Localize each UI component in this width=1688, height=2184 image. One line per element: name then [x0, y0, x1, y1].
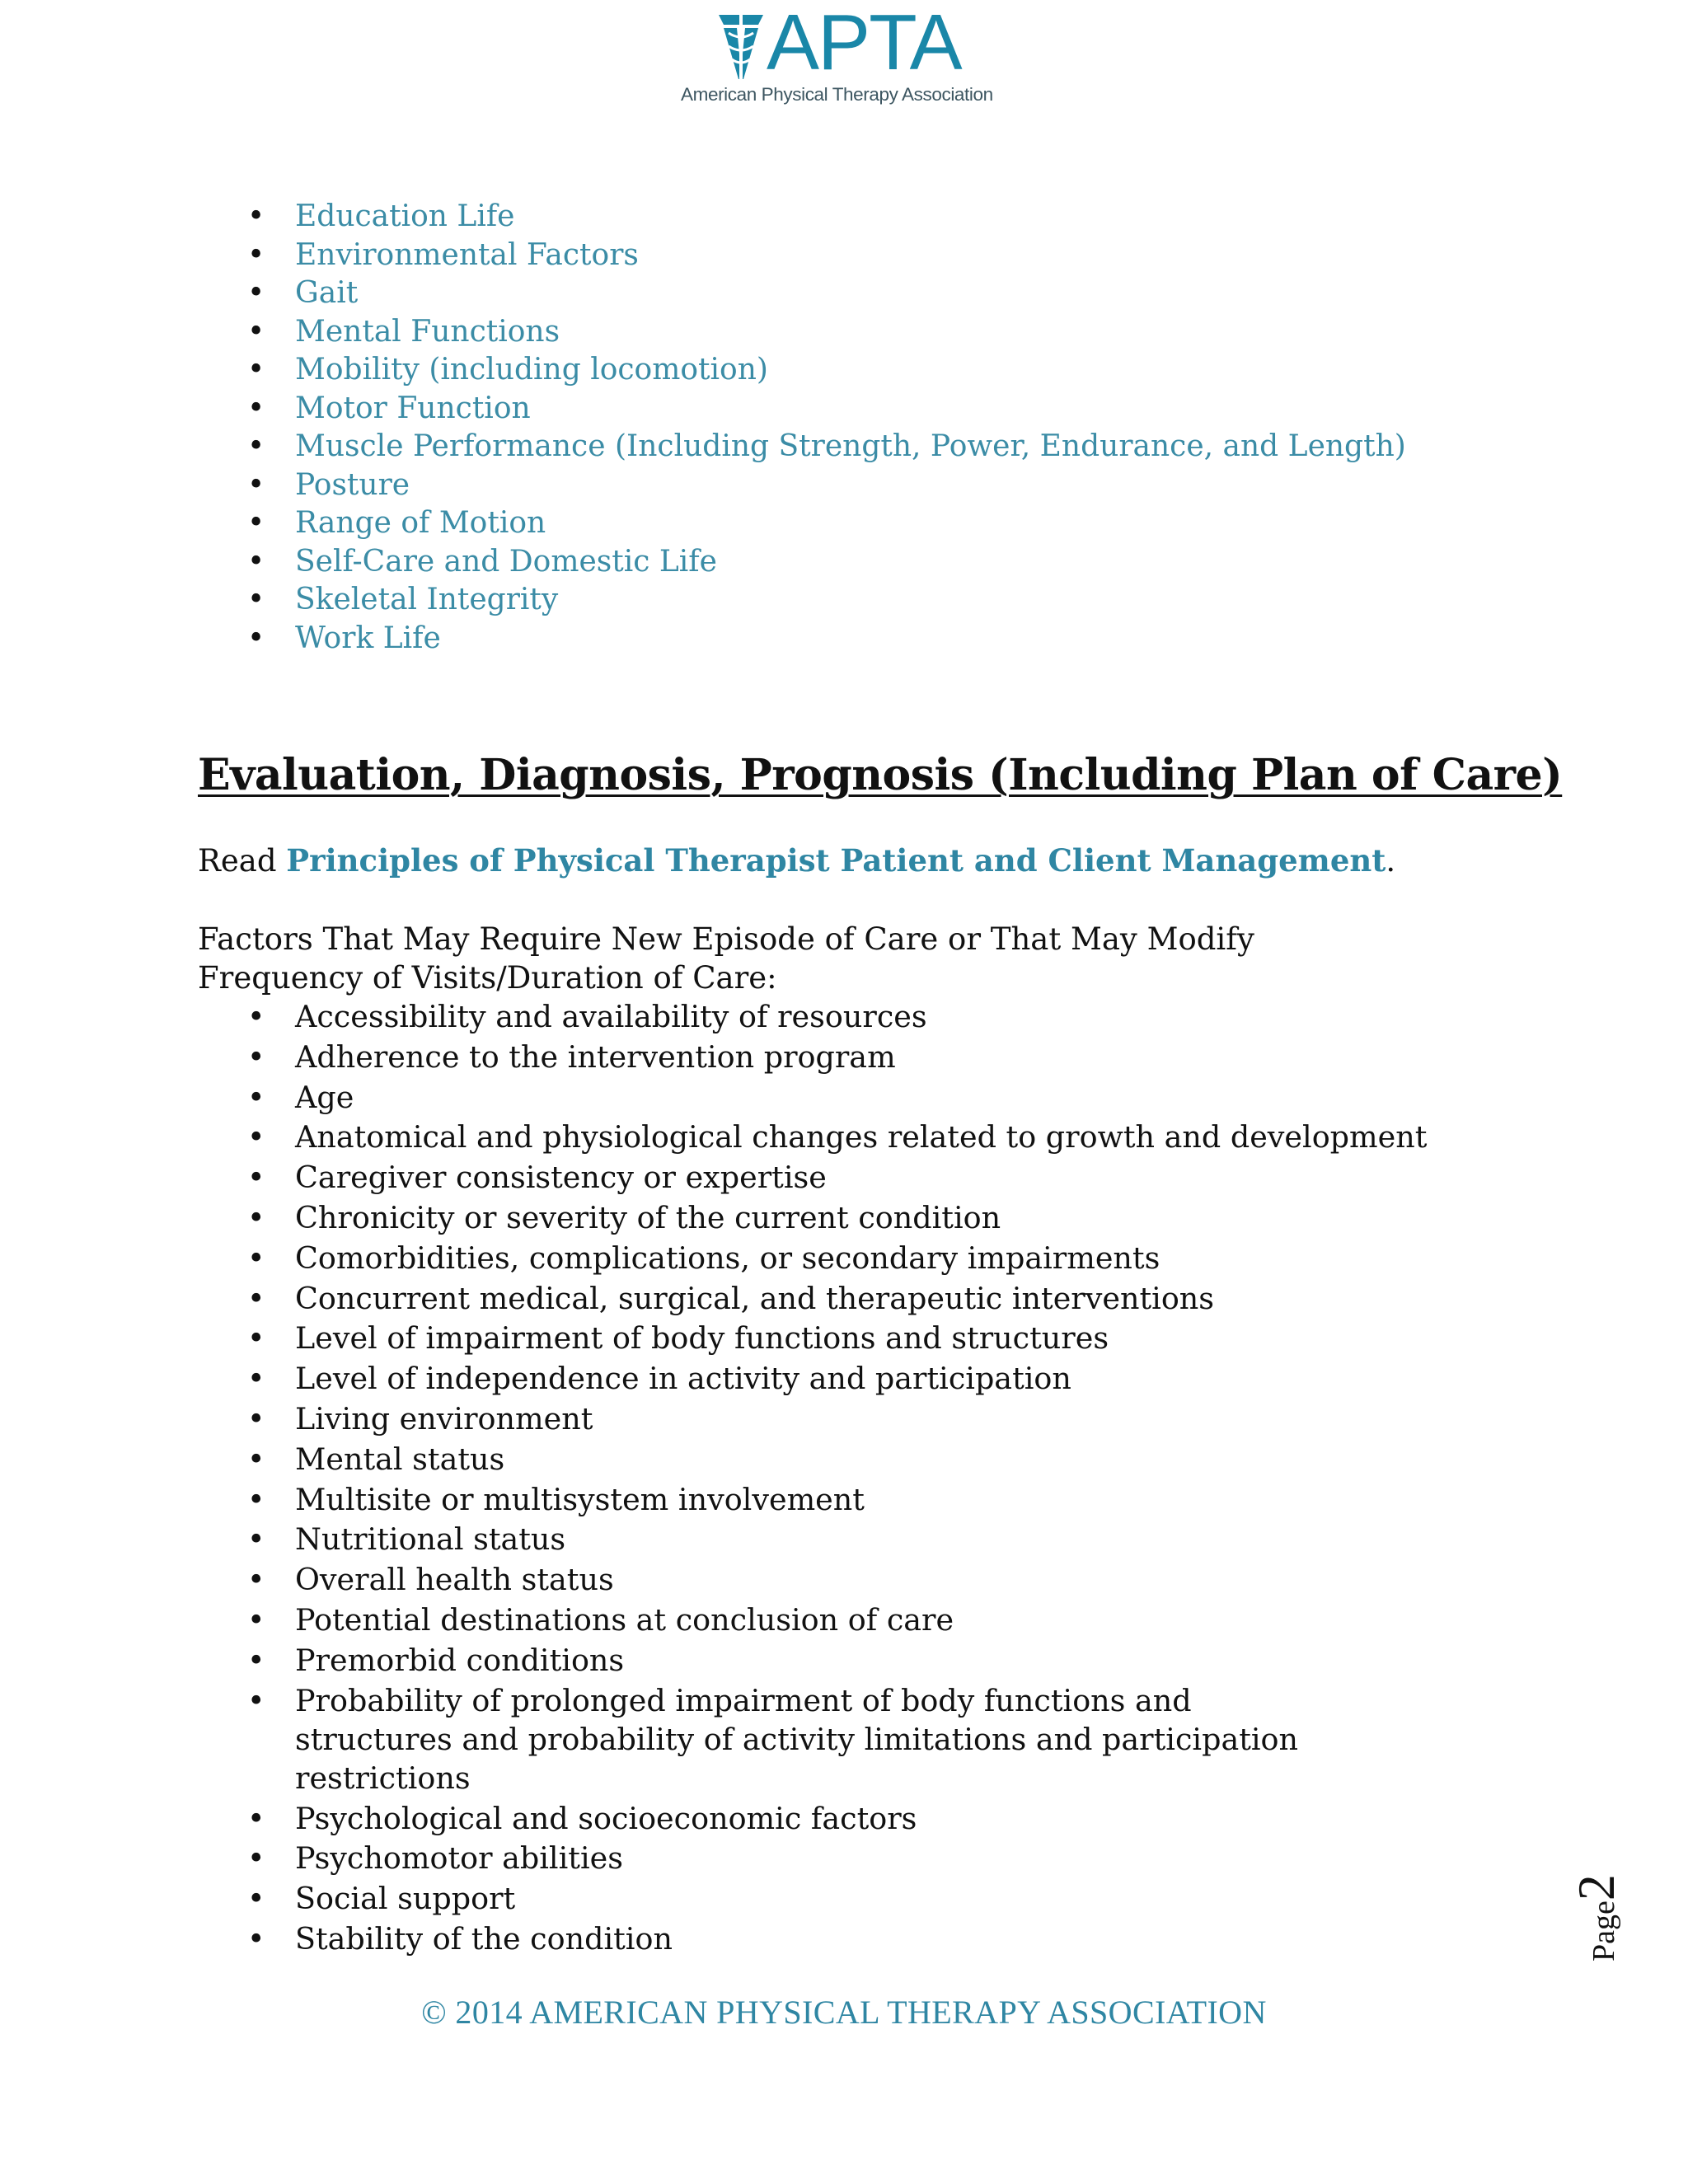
factors-intro: Factors That May Require New Episode of Care or That May Modify Frequency of Visits/Duration of Care:	[198, 921, 1254, 996]
copyright-footer: © 2014 AMERICAN PHYSICAL THERAPY ASSOCIATION	[421, 1994, 1267, 2031]
bullet-icon: •	[247, 999, 265, 1034]
bullet-icon: •	[247, 1881, 265, 1917]
topic-link[interactable]	[0, 237, 1406, 275]
topic-link[interactable]	[0, 581, 1406, 620]
factor-item-text: Adherence to the intervention program	[295, 1038, 896, 1075]
factor-item	[0, 1118, 1427, 1158]
factor-item	[0, 1359, 1427, 1399]
factor-item	[0, 1239, 1427, 1279]
bullet-icon: •	[247, 1240, 265, 1276]
factor-item-text: Overall health status	[295, 1562, 614, 1598]
topic-link[interactable]	[0, 504, 1406, 543]
logo-subtitle: American Physical Therapy Association	[681, 84, 993, 105]
topic-link-text[interactable]: Range of Motion	[295, 506, 546, 540]
topic-link-text[interactable]: Muscle Performance (Including Strength, Power, Endurance, and Length)	[295, 429, 1406, 463]
page-label: Page	[1587, 1900, 1621, 1961]
factor-item	[0, 1319, 1427, 1359]
factor-item-text: Mental status	[295, 1441, 505, 1477]
factor-item	[0, 1919, 1427, 1960]
bullet-icon: •	[247, 506, 265, 540]
factor-item-text: Level of independence in activity and participation	[295, 1361, 1071, 1397]
factor-item	[0, 1560, 1427, 1601]
factor-item	[0, 1038, 1427, 1078]
bullet-icon: •	[247, 1642, 265, 1678]
bullet-icon: •	[247, 314, 265, 349]
topic-link-text[interactable]: Gait	[295, 276, 359, 310]
principles-link[interactable]: Principles of Physical Therapist Patient and Client Management	[286, 842, 1386, 879]
factor-item-text: Comorbidities, complications, or secondary impairments	[295, 1240, 1160, 1276]
factor-item-text: Premorbid conditions	[295, 1642, 625, 1678]
bullet-icon: •	[247, 583, 265, 616]
factor-item	[0, 1198, 1427, 1239]
bullet-icon: •	[247, 1521, 265, 1558]
factor-item-text: Potential destinations at conclusion of care	[295, 1601, 954, 1638]
factor-item	[0, 1839, 1427, 1879]
bullet-icon: •	[247, 1280, 265, 1316]
bullet-icon: •	[247, 1601, 265, 1638]
topic-link-text[interactable]: Skeletal Integrity	[295, 583, 559, 616]
topic-link[interactable]	[0, 274, 1406, 313]
topic-link-text[interactable]: Environmental Factors	[295, 237, 639, 272]
factor-item-text: Concurrent medical, surgical, and therapeutic interventions	[295, 1280, 1215, 1316]
factor-item	[0, 1399, 1427, 1440]
bullet-icon: •	[247, 1079, 265, 1115]
factor-item	[0, 1681, 1350, 1799]
bullet-icon: •	[247, 1800, 265, 1836]
bullet-icon: •	[247, 1160, 265, 1196]
page-number	[1566, 1874, 1627, 1961]
factor-item-text: Psychomotor abilities	[295, 1840, 623, 1877]
topic-link[interactable]	[0, 466, 1406, 505]
factor-item-text: Chronicity or severity of the current condition	[295, 1199, 1001, 1235]
factor-item	[0, 1641, 1427, 1681]
topic-link[interactable]	[0, 428, 1406, 466]
factor-item-text: Social support	[295, 1881, 516, 1917]
bullet-icon: •	[247, 1840, 265, 1877]
bullet-icon: •	[247, 353, 265, 387]
factor-item-text: Multisite or multisystem involvement	[295, 1481, 865, 1517]
factor-item	[0, 1158, 1427, 1198]
logo-wordmark: APTA	[767, 0, 961, 87]
factor-item-text: Level of impairment of body functions and structures	[295, 1320, 1109, 1357]
topic-link-text[interactable]: Education Life	[295, 199, 515, 233]
bullet-icon: •	[247, 1320, 265, 1357]
bullet-icon: •	[247, 467, 265, 502]
topic-link-text[interactable]: Posture	[295, 467, 410, 502]
factor-item	[0, 997, 1427, 1038]
topic-link[interactable]	[0, 620, 1406, 658]
topic-link-text[interactable]: Motor Function	[295, 391, 531, 425]
factor-item	[0, 1799, 1427, 1840]
topic-link[interactable]	[0, 198, 1406, 237]
factors-list	[0, 997, 1427, 1960]
bullet-icon: •	[247, 1038, 265, 1075]
section-heading: Evaluation, Diagnosis, Prognosis (Including Plan of Care)	[198, 750, 1563, 800]
factor-item	[0, 1440, 1427, 1480]
bullet-icon: •	[247, 1400, 265, 1436]
factor-item-text: Caregiver consistency or expertise	[295, 1160, 827, 1196]
topic-link[interactable]	[0, 313, 1406, 352]
topic-link[interactable]	[0, 351, 1406, 390]
factor-item-text: Accessibility and availability of resources	[295, 999, 927, 1034]
bullet-icon: •	[247, 1361, 265, 1397]
factor-item	[0, 1279, 1427, 1319]
topic-link[interactable]	[0, 390, 1406, 429]
topic-link-text[interactable]: Work Life	[295, 621, 441, 655]
bullet-icon: •	[247, 429, 265, 463]
bullet-icon: •	[247, 199, 265, 233]
topic-link-text[interactable]: Self-Care and Domestic Life	[295, 544, 717, 579]
factor-item	[0, 1480, 1427, 1521]
bullet-icon: •	[247, 1562, 265, 1598]
bullet-icon: •	[247, 544, 265, 579]
bullet-icon: •	[247, 621, 265, 655]
factor-item-text: Living environment	[295, 1400, 593, 1436]
bullet-icon: •	[247, 276, 265, 310]
read-suffix: .	[1386, 843, 1396, 879]
topic-link-list	[0, 198, 1406, 658]
factor-item-text: Nutritional status	[295, 1521, 566, 1558]
factor-item	[0, 1520, 1427, 1560]
bullet-icon: •	[247, 237, 265, 272]
factor-item-text: Age	[295, 1079, 354, 1115]
bullet-icon: •	[247, 391, 265, 425]
bullet-icon: •	[247, 1119, 265, 1155]
factor-item-text: Anatomical and physiological changes related to growth and development	[295, 1119, 1428, 1155]
bullet-icon: •	[247, 1481, 265, 1517]
factor-item-text: Stability of the condition	[295, 1920, 673, 1957]
factor-item	[0, 1601, 1427, 1641]
apta-logo	[681, 0, 1010, 105]
topic-link[interactable]	[0, 543, 1406, 582]
page-number-value: 2	[1567, 1874, 1625, 1901]
bullet-icon: •	[247, 1199, 265, 1235]
read-prefix: Read	[198, 843, 287, 879]
topic-link-text[interactable]: Mobility (including locomotion)	[295, 353, 768, 387]
factor-item-text: Psychological and socioeconomic factors	[295, 1800, 917, 1836]
bullet-icon: •	[247, 1920, 265, 1957]
factor-item	[0, 1078, 1427, 1118]
factor-item	[0, 1879, 1427, 1919]
topic-link-text[interactable]: Mental Functions	[295, 314, 560, 349]
bullet-icon: •	[247, 1441, 265, 1477]
bullet-icon: •	[247, 1682, 265, 1718]
factor-item-text: Probability of prolonged impairment of body functions and structures and probability of activity limitations and participation restrictions	[295, 1682, 1299, 1796]
read-line	[198, 842, 1395, 879]
caduceus-icon	[717, 13, 765, 81]
